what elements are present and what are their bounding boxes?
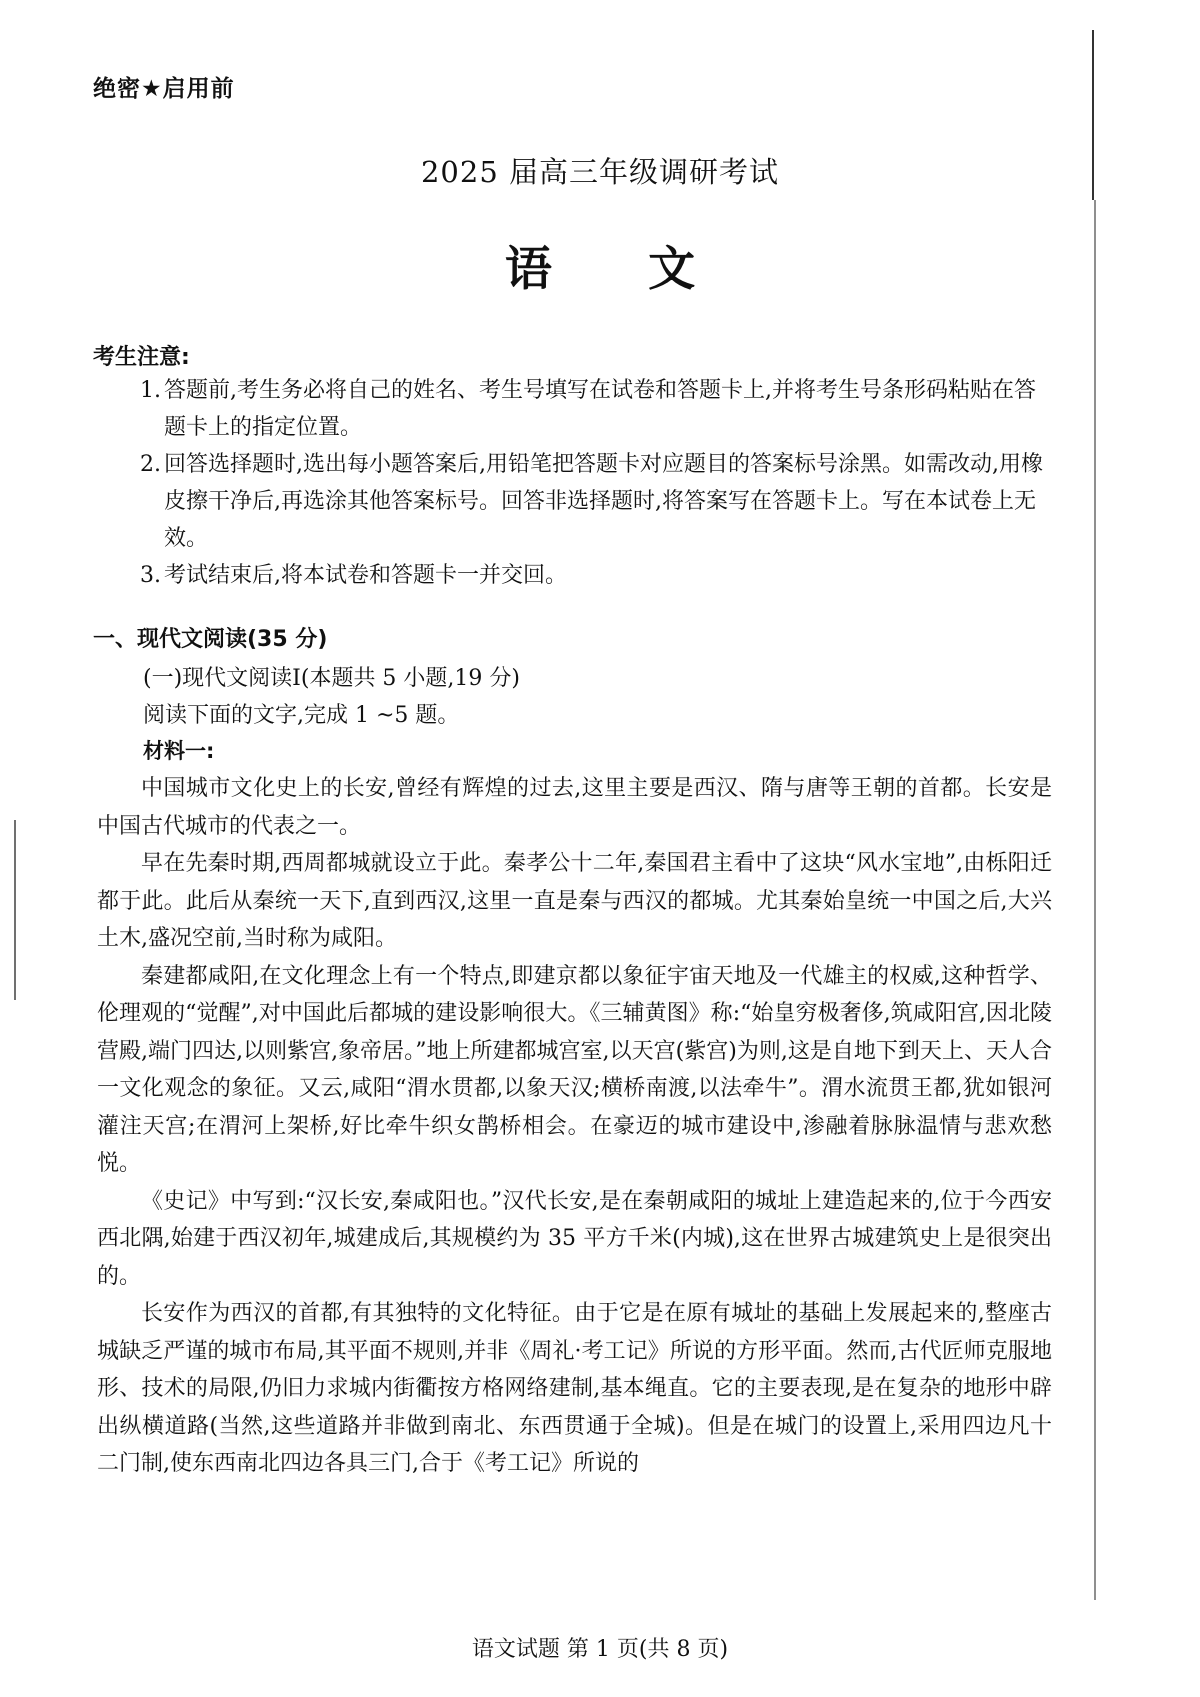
section-heading: 一、现代文阅读(35 分)	[93, 627, 328, 652]
page-footer: 语文试题 第 1 页(共 8 页)	[471, 1637, 729, 1662]
reading-passage	[97, 770, 1052, 1483]
notice-item-text: 回答选择题时,选出每小题答案后,用铅笔把答题卡对应题目的答案标号涂黑。如需改动,用橡皮擦干净后,再选涂其他答案标号。回答非选择题时,将答案写在答题卡上。写在本试卷上无效。	[164, 452, 1043, 551]
notice-item-number: 1.	[140, 378, 161, 403]
notice-item-number: 3.	[140, 563, 161, 588]
passage-paragraph: 《史记》中写到:“汉长安,秦咸阳也。”汉代长安,是在秦朝咸阳的城址上建造起来的,位于今西安西北隅,始建于西汉初年,城建成后,其规模约为 35 平方千米(内城),这在世界古城建筑史上是很突出的。	[97, 1188, 1052, 1289]
passage-paragraph: 长安作为西汉的首都,有其独特的文化特征。由于它是在原有城址的基础上发展起来的,整座古城缺乏严谨的城市布局,其平面不规则,并非《周礼·考工记》所说的方形平面。然而,古代匠师克服地形、技术的局限,仍旧力求城内街衢按方格网络建制,基本绳直。它的主要表现,是在复杂的地形中辟出纵横道路(当然,这些道路并非做到南北、东西贯通于全城)。但是在城门的设置上,采用四边凡十二门制,使东西南北四边各具三门,合于《考工记》所说的	[97, 1301, 1052, 1476]
notice-item	[140, 446, 1055, 557]
notice-item-text: 答题前,考生务必将自己的姓名、考生号填写在试卷和答题卡上,并将考生号条形码粘贴在答题卡上的指定位置。	[164, 378, 1036, 440]
sub-section-heading: (一)现代文阅读Ⅰ(本题共 5 小题,19 分)	[143, 666, 520, 691]
notice-item	[140, 557, 1055, 594]
reading-instruction: 阅读下面的文字,完成 1 ~5 题。	[143, 703, 460, 728]
passage-paragraph: 早在先秦时期,西周都城就设立于此。秦孝公十二年,秦国君主看中了这块“风水宝地”,由栎阳迁都于此。此后从秦统一天下,直到西汉,这里一直是秦与西汉的都城。尤其秦始皇统一中国之后,大兴土木,盛况空前,当时称为咸阳。	[97, 851, 1052, 951]
notice-heading: 考生注意:	[93, 345, 190, 370]
notice-item-text: 考试结束后,将本试卷和答题卡一并交回。	[164, 563, 567, 588]
scan-edge-line-left	[14, 820, 16, 1000]
confidential-mark: 绝密★启用前	[93, 76, 235, 102]
exam-title: 2025 届高三年级调研考试	[420, 155, 780, 189]
notice-item-number: 2.	[140, 452, 161, 477]
passage-paragraph: 中国城市文化史上的长安,曾经有辉煌的过去,这里主要是西汉、隋与唐等王朝的首都。长安是中国古代城市的代表之一。	[97, 776, 1052, 839]
scan-edge-line-right	[1094, 200, 1096, 1600]
subject-title: 语 文	[504, 242, 736, 297]
passage-paragraph: 秦建都咸阳,在文化理念上有一个特点,即建京都以象征宇宙天地及一代雄主的权威,这种哲学、伦理观的“觉醒”,对中国此后都城的建设影响很大。《三辅黄图》称:“始皇穷极奢侈,筑咸阳宫,因北陵营殿,端门四达,以则紫宫,象帝居。”地上所建都城宫室,以天宫(紫宫)为则,这是自地下到天上、天人合一文化观念的象征。又云,咸阳“渭水贯都,以象天汉;横桥南渡,以法牵牛”。渭水流贯王都,犹如银河灌注天宫;在渭河上架桥,好比牵牛织女鹊桥相会。在豪迈的城市建设中,渗融着脉脉温情与悲欢愁悦。	[97, 963, 1052, 1176]
material-label: 材料一:	[143, 739, 215, 763]
notice-list	[140, 372, 1055, 594]
notice-item	[140, 372, 1055, 446]
